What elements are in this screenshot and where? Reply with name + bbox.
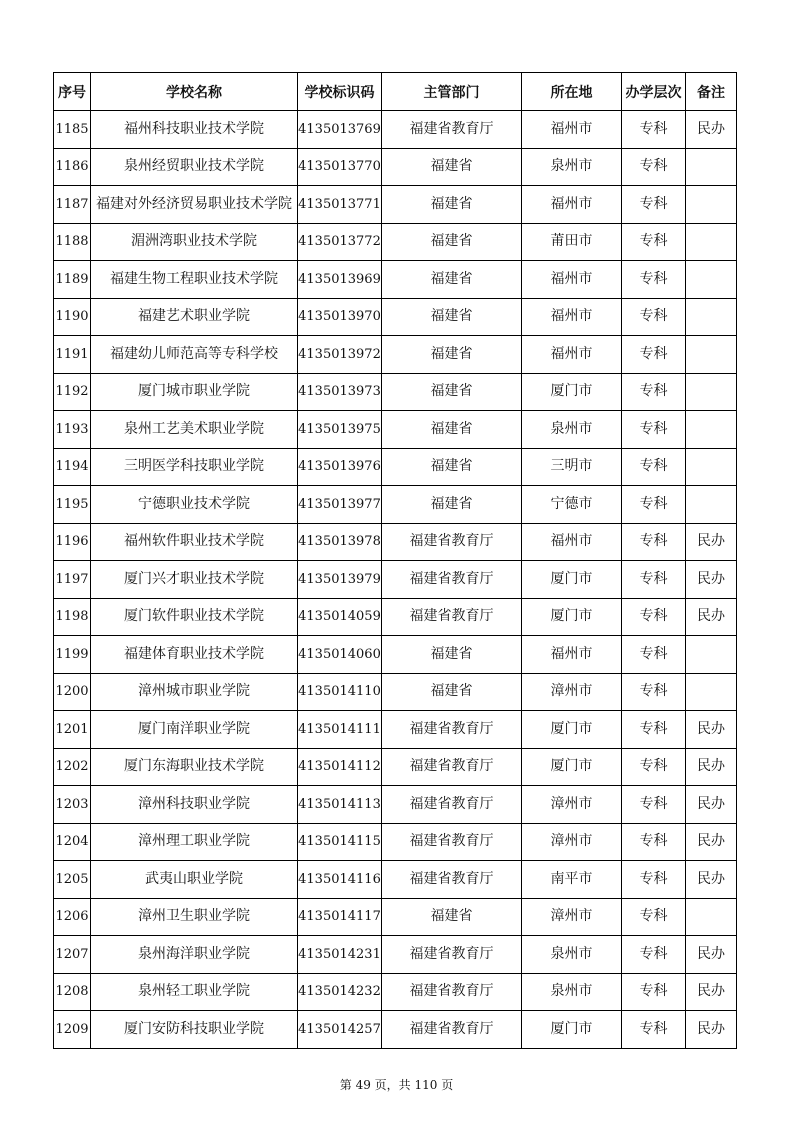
school-name-cell: 厦门安防科技职业学院 bbox=[91, 1011, 298, 1049]
level-cell: 专科 bbox=[622, 111, 686, 149]
location-cell: 福州市 bbox=[522, 261, 622, 299]
table-row bbox=[54, 598, 737, 636]
school-name-cell: 漳州城市职业学院 bbox=[91, 673, 298, 711]
table-row bbox=[54, 373, 737, 411]
school-code-cell: 4135013972 bbox=[298, 336, 382, 374]
school-name-cell: 泉州海洋职业学院 bbox=[91, 936, 298, 974]
school-name-cell: 武夷山职业学院 bbox=[91, 861, 298, 899]
department-cell: 福建省 bbox=[382, 261, 522, 299]
level-cell: 专科 bbox=[622, 148, 686, 186]
table-row bbox=[54, 861, 737, 899]
level-cell: 专科 bbox=[622, 186, 686, 224]
col-header-remark: 备注 bbox=[686, 73, 737, 111]
table-row bbox=[54, 448, 737, 486]
table-row bbox=[54, 823, 737, 861]
level-cell: 专科 bbox=[622, 448, 686, 486]
school-name-cell: 厦门南洋职业学院 bbox=[91, 711, 298, 749]
school-code-cell: 4135013976 bbox=[298, 448, 382, 486]
department-cell: 福建省教育厅 bbox=[382, 1011, 522, 1049]
department-cell: 福建省 bbox=[382, 486, 522, 524]
table-row bbox=[54, 223, 737, 261]
table-row bbox=[54, 411, 737, 449]
table-row bbox=[54, 898, 737, 936]
department-cell: 福建省教育厅 bbox=[382, 561, 522, 599]
location-cell: 福州市 bbox=[522, 186, 622, 224]
page-footer: 第 49 页，共 110 页 bbox=[339, 1078, 454, 1092]
row-index-cell: 1205 bbox=[54, 861, 91, 899]
row-index-cell: 1197 bbox=[54, 561, 91, 599]
remark-cell bbox=[686, 448, 737, 486]
remark-cell: 民办 bbox=[686, 823, 737, 861]
table-row bbox=[54, 1011, 737, 1049]
department-cell: 福建省 bbox=[382, 298, 522, 336]
level-cell: 专科 bbox=[622, 786, 686, 824]
remark-cell: 民办 bbox=[686, 111, 737, 149]
level-cell: 专科 bbox=[622, 411, 686, 449]
table-row bbox=[54, 748, 737, 786]
table-row bbox=[54, 673, 737, 711]
department-cell: 福建省教育厅 bbox=[382, 711, 522, 749]
remark-cell: 民办 bbox=[686, 1011, 737, 1049]
location-cell: 厦门市 bbox=[522, 711, 622, 749]
location-cell: 福州市 bbox=[522, 336, 622, 374]
level-cell: 专科 bbox=[622, 636, 686, 674]
department-cell: 福建省 bbox=[382, 636, 522, 674]
remark-cell bbox=[686, 636, 737, 674]
table-body bbox=[54, 111, 737, 1049]
school-name-cell: 三明医学科技职业学院 bbox=[91, 448, 298, 486]
row-index-cell: 1209 bbox=[54, 1011, 91, 1049]
row-index-cell: 1198 bbox=[54, 598, 91, 636]
school-code-cell: 4135014113 bbox=[298, 786, 382, 824]
col-header-school-code: 学校标识码 bbox=[298, 73, 382, 111]
location-cell: 厦门市 bbox=[522, 373, 622, 411]
location-cell: 厦门市 bbox=[522, 748, 622, 786]
department-cell: 福建省教育厅 bbox=[382, 786, 522, 824]
school-code-cell: 4135014110 bbox=[298, 673, 382, 711]
school-table bbox=[53, 72, 737, 1049]
level-cell: 专科 bbox=[622, 973, 686, 1011]
row-index-cell: 1202 bbox=[54, 748, 91, 786]
level-cell: 专科 bbox=[622, 298, 686, 336]
department-cell: 福建省教育厅 bbox=[382, 936, 522, 974]
remark-cell bbox=[686, 148, 737, 186]
department-cell: 福建省 bbox=[382, 673, 522, 711]
remark-cell bbox=[686, 373, 737, 411]
remark-cell bbox=[686, 336, 737, 374]
school-code-cell: 4135013970 bbox=[298, 298, 382, 336]
school-name-cell: 厦门软件职业技术学院 bbox=[91, 598, 298, 636]
location-cell: 福州市 bbox=[522, 636, 622, 674]
school-name-cell: 泉州工艺美术职业学院 bbox=[91, 411, 298, 449]
col-header-department: 主管部门 bbox=[382, 73, 522, 111]
remark-cell bbox=[686, 486, 737, 524]
row-index-cell: 1199 bbox=[54, 636, 91, 674]
location-cell: 莆田市 bbox=[522, 223, 622, 261]
department-cell: 福建省教育厅 bbox=[382, 823, 522, 861]
col-header-level: 办学层次 bbox=[622, 73, 686, 111]
remark-cell: 民办 bbox=[686, 973, 737, 1011]
location-cell: 厦门市 bbox=[522, 561, 622, 599]
level-cell: 专科 bbox=[622, 561, 686, 599]
department-cell: 福建省教育厅 bbox=[382, 523, 522, 561]
level-cell: 专科 bbox=[622, 861, 686, 899]
school-code-cell: 4135014059 bbox=[298, 598, 382, 636]
row-index-cell: 1194 bbox=[54, 448, 91, 486]
level-cell: 专科 bbox=[622, 673, 686, 711]
school-name-cell: 福建幼儿师范高等专科学校 bbox=[91, 336, 298, 374]
level-cell: 专科 bbox=[622, 936, 686, 974]
header-row bbox=[54, 73, 737, 111]
table-row bbox=[54, 786, 737, 824]
table-row bbox=[54, 298, 737, 336]
department-cell: 福建省 bbox=[382, 373, 522, 411]
remark-cell: 民办 bbox=[686, 936, 737, 974]
school-code-cell: 4135014117 bbox=[298, 898, 382, 936]
school-code-cell: 4135013770 bbox=[298, 148, 382, 186]
table-row bbox=[54, 973, 737, 1011]
remark-cell: 民办 bbox=[686, 598, 737, 636]
level-cell: 专科 bbox=[622, 486, 686, 524]
level-cell: 专科 bbox=[622, 823, 686, 861]
school-code-cell: 4135013772 bbox=[298, 223, 382, 261]
table-row bbox=[54, 636, 737, 674]
remark-cell bbox=[686, 298, 737, 336]
department-cell: 福建省 bbox=[382, 336, 522, 374]
department-cell: 福建省教育厅 bbox=[382, 111, 522, 149]
remark-cell bbox=[686, 261, 737, 299]
department-cell: 福建省 bbox=[382, 186, 522, 224]
table-row bbox=[54, 561, 737, 599]
department-cell: 福建省 bbox=[382, 898, 522, 936]
school-code-cell: 4135014116 bbox=[298, 861, 382, 899]
location-cell: 漳州市 bbox=[522, 673, 622, 711]
location-cell: 厦门市 bbox=[522, 1011, 622, 1049]
row-index-cell: 1193 bbox=[54, 411, 91, 449]
level-cell: 专科 bbox=[622, 523, 686, 561]
location-cell: 南平市 bbox=[522, 861, 622, 899]
school-code-cell: 4135013973 bbox=[298, 373, 382, 411]
remark-cell bbox=[686, 673, 737, 711]
table-row bbox=[54, 111, 737, 149]
school-code-cell: 4135014231 bbox=[298, 936, 382, 974]
location-cell: 泉州市 bbox=[522, 936, 622, 974]
department-cell: 福建省 bbox=[382, 448, 522, 486]
level-cell: 专科 bbox=[622, 748, 686, 786]
location-cell: 漳州市 bbox=[522, 786, 622, 824]
remark-cell: 民办 bbox=[686, 711, 737, 749]
level-cell: 专科 bbox=[622, 598, 686, 636]
location-cell: 泉州市 bbox=[522, 973, 622, 1011]
school-name-cell: 宁德职业技术学院 bbox=[91, 486, 298, 524]
row-index-cell: 1192 bbox=[54, 373, 91, 411]
department-cell: 福建省教育厅 bbox=[382, 748, 522, 786]
school-code-cell: 4135014111 bbox=[298, 711, 382, 749]
school-name-cell: 厦门东海职业技术学院 bbox=[91, 748, 298, 786]
table-row bbox=[54, 711, 737, 749]
table-row bbox=[54, 261, 737, 299]
table-row bbox=[54, 936, 737, 974]
remark-cell bbox=[686, 898, 737, 936]
school-code-cell: 4135013975 bbox=[298, 411, 382, 449]
remark-cell bbox=[686, 186, 737, 224]
school-name-cell: 福建生物工程职业技术学院 bbox=[91, 261, 298, 299]
remark-cell: 民办 bbox=[686, 748, 737, 786]
row-index-cell: 1190 bbox=[54, 298, 91, 336]
department-cell: 福建省教育厅 bbox=[382, 861, 522, 899]
table-header bbox=[54, 73, 737, 111]
school-code-cell: 4135013978 bbox=[298, 523, 382, 561]
row-index-cell: 1186 bbox=[54, 148, 91, 186]
department-cell: 福建省 bbox=[382, 223, 522, 261]
school-name-cell: 泉州轻工职业学院 bbox=[91, 973, 298, 1011]
col-header-location: 所在地 bbox=[522, 73, 622, 111]
level-cell: 专科 bbox=[622, 223, 686, 261]
level-cell: 专科 bbox=[622, 261, 686, 299]
school-name-cell: 厦门兴才职业技术学院 bbox=[91, 561, 298, 599]
school-name-cell: 福州软件职业技术学院 bbox=[91, 523, 298, 561]
school-code-cell: 4135014257 bbox=[298, 1011, 382, 1049]
row-index-cell: 1189 bbox=[54, 261, 91, 299]
department-cell: 福建省教育厅 bbox=[382, 598, 522, 636]
location-cell: 泉州市 bbox=[522, 411, 622, 449]
school-name-cell: 厦门城市职业学院 bbox=[91, 373, 298, 411]
school-code-cell: 4135014232 bbox=[298, 973, 382, 1011]
location-cell: 漳州市 bbox=[522, 823, 622, 861]
table-row bbox=[54, 523, 737, 561]
school-name-cell: 湄洲湾职业技术学院 bbox=[91, 223, 298, 261]
school-name-cell: 福州科技职业技术学院 bbox=[91, 111, 298, 149]
school-code-cell: 4135013977 bbox=[298, 486, 382, 524]
school-name-cell: 漳州卫生职业学院 bbox=[91, 898, 298, 936]
col-header-school-name: 学校名称 bbox=[91, 73, 298, 111]
location-cell: 福州市 bbox=[522, 523, 622, 561]
school-name-cell: 漳州科技职业学院 bbox=[91, 786, 298, 824]
remark-cell: 民办 bbox=[686, 523, 737, 561]
level-cell: 专科 bbox=[622, 711, 686, 749]
school-name-cell: 泉州经贸职业技术学院 bbox=[91, 148, 298, 186]
row-index-cell: 1191 bbox=[54, 336, 91, 374]
remark-cell bbox=[686, 411, 737, 449]
location-cell: 福州市 bbox=[522, 298, 622, 336]
location-cell: 泉州市 bbox=[522, 148, 622, 186]
row-index-cell: 1207 bbox=[54, 936, 91, 974]
row-index-cell: 1204 bbox=[54, 823, 91, 861]
school-code-cell: 4135014115 bbox=[298, 823, 382, 861]
location-cell: 三明市 bbox=[522, 448, 622, 486]
row-index-cell: 1187 bbox=[54, 186, 91, 224]
remark-cell: 民办 bbox=[686, 861, 737, 899]
row-index-cell: 1200 bbox=[54, 673, 91, 711]
department-cell: 福建省 bbox=[382, 411, 522, 449]
school-code-cell: 4135013771 bbox=[298, 186, 382, 224]
level-cell: 专科 bbox=[622, 898, 686, 936]
col-header-index: 序号 bbox=[54, 73, 91, 111]
school-code-cell: 4135013769 bbox=[298, 111, 382, 149]
school-name-cell: 福建体育职业技术学院 bbox=[91, 636, 298, 674]
level-cell: 专科 bbox=[622, 373, 686, 411]
school-name-cell: 漳州理工职业学院 bbox=[91, 823, 298, 861]
row-index-cell: 1201 bbox=[54, 711, 91, 749]
school-name-cell: 福建艺术职业学院 bbox=[91, 298, 298, 336]
remark-cell: 民办 bbox=[686, 786, 737, 824]
table-row bbox=[54, 186, 737, 224]
row-index-cell: 1185 bbox=[54, 111, 91, 149]
department-cell: 福建省 bbox=[382, 148, 522, 186]
location-cell: 厦门市 bbox=[522, 598, 622, 636]
row-index-cell: 1208 bbox=[54, 973, 91, 1011]
school-name-cell: 福建对外经济贸易职业技术学院 bbox=[91, 186, 298, 224]
school-code-cell: 4135014060 bbox=[298, 636, 382, 674]
school-code-cell: 4135013979 bbox=[298, 561, 382, 599]
level-cell: 专科 bbox=[622, 1011, 686, 1049]
row-index-cell: 1195 bbox=[54, 486, 91, 524]
table-row bbox=[54, 148, 737, 186]
row-index-cell: 1196 bbox=[54, 523, 91, 561]
table-row bbox=[54, 486, 737, 524]
school-code-cell: 4135013969 bbox=[298, 261, 382, 299]
row-index-cell: 1188 bbox=[54, 223, 91, 261]
location-cell: 宁德市 bbox=[522, 486, 622, 524]
level-cell: 专科 bbox=[622, 336, 686, 374]
department-cell: 福建省教育厅 bbox=[382, 973, 522, 1011]
remark-cell bbox=[686, 223, 737, 261]
table-row bbox=[54, 336, 737, 374]
row-index-cell: 1203 bbox=[54, 786, 91, 824]
location-cell: 福州市 bbox=[522, 111, 622, 149]
row-index-cell: 1206 bbox=[54, 898, 91, 936]
remark-cell: 民办 bbox=[686, 561, 737, 599]
school-code-cell: 4135014112 bbox=[298, 748, 382, 786]
location-cell: 漳州市 bbox=[522, 898, 622, 936]
